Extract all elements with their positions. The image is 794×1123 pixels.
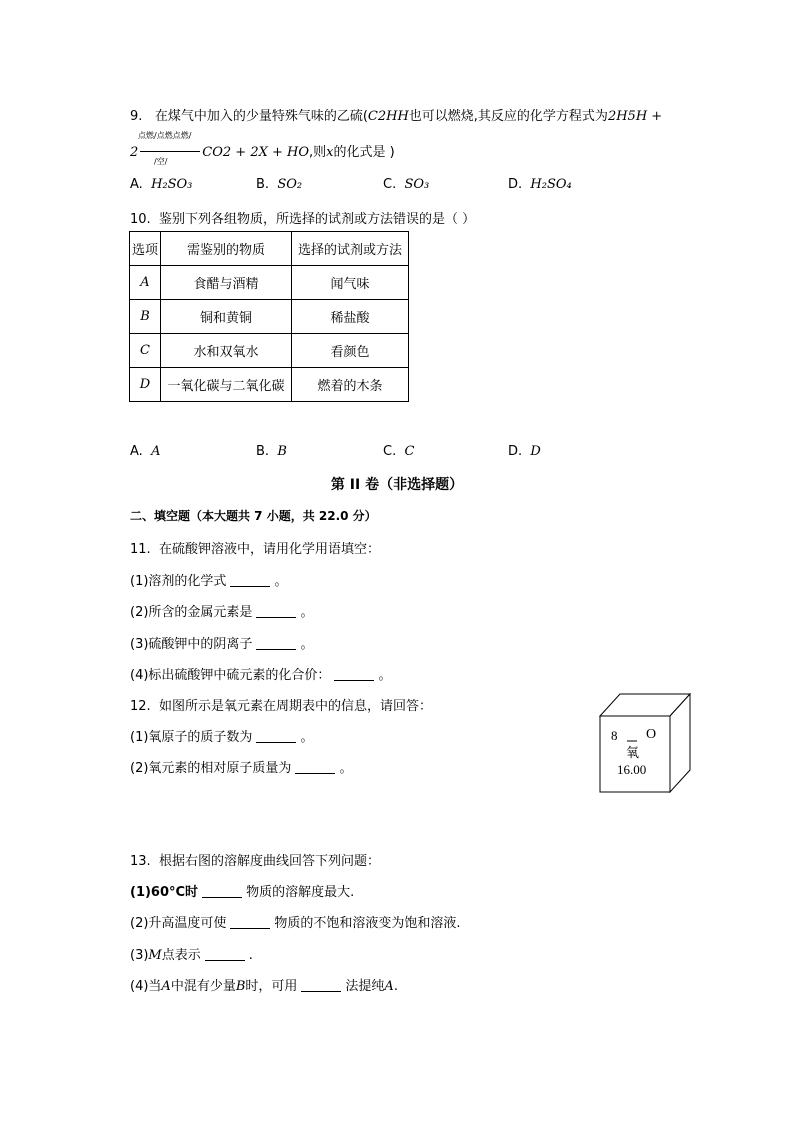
item-prefix: (2)升高温度可使 (130, 916, 227, 931)
q9-number: 9. (130, 109, 143, 124)
var-b: B (235, 979, 246, 994)
q10-option-b (256, 444, 287, 459)
item-prefix: (1) (130, 574, 149, 589)
item-text: 溶剂的化学式 (148, 574, 227, 589)
answer-blank[interactable] (256, 637, 296, 650)
option-label: D. (508, 177, 523, 192)
table-header-cell: 选择的试剂或方法 (292, 232, 409, 266)
table-cell: C (130, 334, 161, 368)
table-row (130, 300, 409, 334)
q9-tail2: 的化式是 ) (333, 145, 395, 160)
q12-item-2 (130, 757, 352, 776)
item-end: 。 (300, 605, 314, 620)
answer-blank[interactable] (256, 605, 296, 618)
element-atomic-number: 8 (611, 728, 618, 743)
table-header-cell: 需鉴别的物质 (161, 232, 292, 266)
option-label: A. (130, 177, 143, 192)
answer-blank[interactable] (334, 668, 374, 681)
option-value: SO₂ (277, 177, 303, 192)
table-cell: 铜和黄铜 (161, 300, 292, 334)
var-a: A (161, 979, 171, 994)
q11-item-3 (130, 633, 313, 652)
answer-blank[interactable] (295, 761, 335, 774)
option-value: H₂SO₄ (530, 177, 572, 192)
section2-title: 二、填空题（本大题共 7 小题，共 22.0 分） (130, 509, 377, 523)
table-cell: D (130, 368, 161, 402)
option-value: D (530, 444, 541, 459)
answer-blank[interactable] (230, 574, 270, 587)
var-a: A (384, 979, 394, 994)
item-end: 。 (300, 637, 314, 652)
point-m: M (148, 948, 162, 963)
item-end: . (393, 979, 398, 994)
q9-reaction-condition-bottom: /空/ (154, 157, 168, 166)
element-mass: 16.00 (617, 762, 647, 777)
item-end: 。 (339, 761, 353, 776)
item-end: . (248, 948, 253, 963)
q9-reaction-arrow (140, 151, 200, 152)
table-cell: 水和双氧水 (161, 334, 292, 368)
q13-stem (130, 850, 380, 869)
q9-reaction-condition-top: 点燃/点燃点燃/ (138, 131, 192, 140)
q11-stem (130, 538, 380, 557)
q9-tail: ,则 (309, 145, 327, 160)
table-header-row (130, 232, 409, 266)
q9-line2 (130, 141, 395, 160)
q10-option-a (130, 444, 160, 459)
option-label: B. (256, 444, 270, 459)
item-prefix: (2) (130, 761, 149, 776)
table-cell: A (130, 266, 161, 300)
table-row (130, 368, 409, 402)
item-end: 物质的不饱和溶液变为饱和溶液. (274, 916, 461, 931)
answer-blank[interactable] (205, 948, 245, 961)
item-text: 时，可用 (245, 979, 298, 994)
item-prefix: (1)60°C时 (130, 885, 199, 900)
item-prefix: (4) (130, 668, 149, 683)
option-value: SO₃ (404, 177, 430, 192)
table-row (130, 266, 409, 300)
q12-number: 12. (130, 699, 151, 714)
q13-item-4 (130, 975, 398, 994)
table-cell: 一氧化碳与二氧化碳 (161, 368, 292, 402)
table-header-cell: 选项 (130, 232, 161, 266)
q11-item-2 (130, 601, 313, 620)
q13-item-2 (130, 912, 461, 931)
q11-text: 在硫酸钾溶液中，请用化学用语填空： (158, 542, 380, 557)
q11-number: 11. (130, 542, 151, 557)
q13-text: 根据右图的溶解度曲线回答下列问题： (158, 854, 380, 869)
option-label: C. (383, 444, 397, 459)
q13-item-3 (130, 944, 253, 963)
option-label: D. (508, 444, 523, 459)
q9-x: x (326, 145, 334, 160)
item-end: 法提纯 (345, 979, 385, 994)
item-prefix: (3) (130, 948, 149, 963)
q10-option-c (383, 444, 414, 459)
table-cell: 燃着的木条 (292, 368, 409, 402)
q11-item-1 (130, 570, 287, 589)
option-value: A (151, 444, 161, 459)
item-end: 。 (274, 574, 288, 589)
item-prefix: (3) (130, 637, 149, 652)
option-label: A. (130, 444, 143, 459)
item-prefix: (1) (130, 730, 149, 745)
item-text: 氧元素的相对原子质量为 (148, 761, 292, 776)
q9-option-c (383, 177, 429, 192)
q13-item-1 (130, 881, 354, 900)
option-value: B (277, 444, 287, 459)
q9-text: 在煤气中加入的少量特殊气味的乙硫( (154, 109, 368, 124)
table-cell: 稀盐酸 (292, 300, 409, 334)
item-prefix: (2) (130, 605, 149, 620)
q13-number: 13. (130, 854, 151, 869)
item-text: 所含的金属元素是 (148, 605, 253, 620)
option-label: B. (256, 177, 270, 192)
element-name: 氧 (626, 746, 640, 761)
q9-option-b (256, 177, 302, 192)
q9-option-d (508, 177, 572, 192)
option-value: C (404, 444, 415, 459)
q10-table (129, 231, 409, 402)
table-cell: 闻气味 (292, 266, 409, 300)
table-cell: B (130, 300, 161, 334)
item-text: 标出硫酸钾中硫元素的化合价： (148, 668, 331, 683)
table-cell: 食醋与酒精 (161, 266, 292, 300)
element-symbol: O (646, 727, 657, 742)
q10-option-d (508, 444, 541, 459)
q9-option-a (130, 177, 192, 192)
item-text: 氧原子的质子数为 (148, 730, 253, 745)
q9-formula-c: CO2 + 2X + HO (202, 145, 309, 160)
item-prefix: (4)当 (130, 979, 162, 994)
q12-stem (130, 695, 432, 714)
q9-text2: 也可以燃烧,其反应的化学方程式为 (408, 109, 608, 124)
item-text: 点表示 (161, 948, 201, 963)
item-text: 硫酸钾中的阴离子 (148, 637, 253, 652)
answer-blank[interactable] (202, 885, 242, 898)
answer-blank[interactable] (230, 916, 270, 929)
answer-blank[interactable] (256, 730, 296, 743)
option-value: H₂SO₃ (151, 177, 193, 192)
table-cell: 看颜色 (292, 334, 409, 368)
item-end: 。 (300, 730, 314, 745)
q10-stem (130, 208, 475, 227)
q10-text: 鉴别下列各组物质，所选择的试剂或方法错误的是（ ） (158, 212, 476, 227)
part2-title: 第 II 卷（非选择题） (330, 477, 464, 493)
q12-text: 如图所示是氧元素在周期表中的信息，请回答： (158, 699, 432, 714)
item-end: 物质的溶解度最大. (246, 885, 355, 900)
q9-stem (130, 105, 662, 124)
q12-item-1 (130, 726, 313, 745)
item-text: 中混有少量 (170, 979, 236, 994)
q9-line2-lead: 2 (130, 145, 139, 160)
q9-formula-b: 2H5H + (607, 109, 663, 124)
q9-formula-a: C2HH (367, 109, 409, 124)
option-label: C. (383, 177, 397, 192)
item-end: 。 (378, 668, 392, 683)
table-row (130, 334, 409, 368)
answer-blank[interactable] (301, 979, 341, 992)
q10-number: 10. (130, 212, 151, 227)
q11-item-4 (130, 664, 391, 683)
